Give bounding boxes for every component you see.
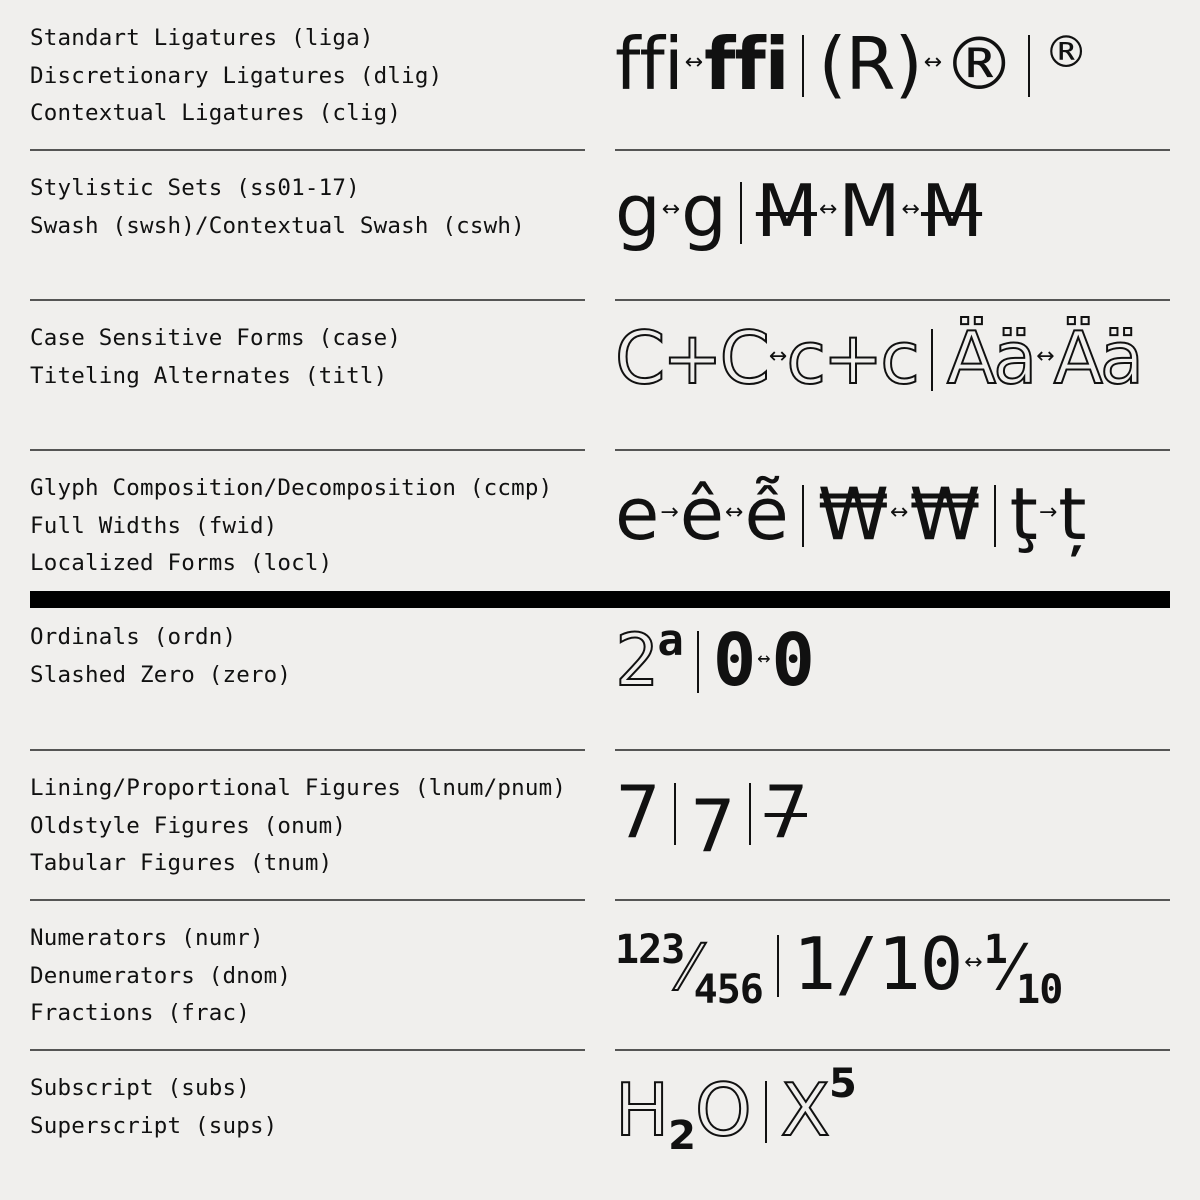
fractions-demo xyxy=(615,922,1063,1013)
arrow-icon: ↔ xyxy=(964,950,982,976)
divider-line xyxy=(615,449,1170,451)
feature-label: Superscript (sups) xyxy=(30,1112,278,1139)
feature-label: Tabular Figures (tnum) xyxy=(30,850,333,876)
arrow-icon: ↔ xyxy=(757,646,770,672)
divider xyxy=(1028,35,1030,97)
feature-label: Subscript (subs) xyxy=(30,1075,250,1101)
arrow-icon: ↔ xyxy=(1036,344,1052,370)
numerator: 123 xyxy=(615,927,685,973)
feature-label: Ordinals (ordn) xyxy=(30,624,237,650)
arrow-icon: ↔ xyxy=(725,500,743,526)
feature-label: Slashed Zero (zero) xyxy=(30,661,292,688)
feature-label: Numerators (numr) xyxy=(30,925,264,951)
case-demo xyxy=(615,316,1141,400)
ordinals-demo xyxy=(615,615,814,702)
divider xyxy=(777,935,779,997)
glyph-sample: C+C xyxy=(615,316,767,400)
glyph-sample: H xyxy=(615,1068,669,1152)
glyph-sample: 7 xyxy=(764,770,807,854)
glyph-sample: 1/10 xyxy=(792,922,963,1006)
feature-label: Oldstyle Figures (onum) xyxy=(30,812,347,839)
glyph-sample: a xyxy=(657,615,683,666)
glyph-sample: Ää xyxy=(1053,316,1141,400)
feature-label: Swash (swsh)/Contextual Swash (cswh) xyxy=(30,212,525,239)
stylistic-demo xyxy=(615,169,983,253)
feature-label: Standart Ligatures (liga) xyxy=(30,25,374,51)
glyph-sample: ţ xyxy=(1009,472,1037,556)
feature-label: Full Widths (fwid) xyxy=(30,512,278,539)
arrow-icon: ↔ xyxy=(889,500,908,526)
divider xyxy=(931,329,933,391)
glyph-sample: X xyxy=(780,1068,829,1152)
composition-demo xyxy=(615,472,1086,556)
feature-label: Fractions (frac) xyxy=(30,1000,250,1026)
feature-label: Case Sensitive Forms (case) xyxy=(30,325,402,351)
glyph-sample: 0 xyxy=(712,618,756,702)
glyph-sample: ® xyxy=(943,22,1015,106)
divider-line xyxy=(30,899,585,901)
glyph-sample: e xyxy=(615,472,659,556)
divider xyxy=(802,485,804,547)
ligatures-demo xyxy=(615,22,1088,106)
glyph-sample: 7 xyxy=(615,770,660,854)
arrow-icon: ↔ xyxy=(901,197,919,223)
divider-line xyxy=(615,149,1170,151)
feature-label: Lining/Proportional Figures (lnum/pnum) xyxy=(30,775,567,801)
glyph-sample: ₩ xyxy=(817,472,888,556)
divider xyxy=(749,783,751,845)
glyph-sample: ț xyxy=(1058,472,1086,556)
glyph-sample: ₩ xyxy=(909,472,980,556)
divider-line xyxy=(30,149,585,151)
figures-demo xyxy=(615,770,807,868)
divider xyxy=(994,485,996,547)
arrow-icon: ↔ xyxy=(923,50,942,76)
feature-label: Denumerators (dnom) xyxy=(30,962,292,989)
divider xyxy=(697,631,699,693)
divider-line xyxy=(30,449,585,451)
superscript: 5 xyxy=(828,1061,856,1107)
divider xyxy=(802,35,804,97)
glyph-sample: ffi xyxy=(615,22,683,106)
divider-line xyxy=(30,1049,585,1051)
arrow-icon: → xyxy=(1038,500,1057,526)
glyph-sample: M xyxy=(838,169,900,253)
divider-line xyxy=(615,299,1170,301)
arrow-icon: ↔ xyxy=(661,197,680,223)
glyph-sample: Ää xyxy=(946,316,1035,400)
glyph-sample: M xyxy=(755,169,817,253)
divider-line xyxy=(30,749,585,751)
glyph-sample: 0 xyxy=(771,618,814,702)
divider xyxy=(740,182,742,244)
glyph-sample: g xyxy=(681,169,726,253)
thick-divider xyxy=(30,591,1170,608)
glyph-sample: M xyxy=(920,169,983,253)
divider-line xyxy=(30,299,585,301)
feature-label: Localized Forms (locl) xyxy=(30,550,333,576)
glyph-sample: (R) xyxy=(818,22,922,106)
glyph-sample: 2 xyxy=(615,618,658,702)
glyph-sample: ê xyxy=(679,472,724,556)
feature-label: Glyph Composition/Decomposition (ccmp) xyxy=(30,475,553,501)
glyph-sample: ễ xyxy=(744,472,788,556)
glyph-sample: ffi xyxy=(704,22,789,106)
fraction-slash: ⁄ xyxy=(684,931,694,1004)
divider-line xyxy=(615,749,1170,751)
glyph-sample: g xyxy=(615,169,660,253)
feature-label: Contextual Ligatures (clig) xyxy=(30,100,402,126)
arrow-icon: ↔ xyxy=(818,197,837,223)
denominator: 456 xyxy=(693,967,763,1013)
numerator: 1 xyxy=(983,927,1007,973)
divider xyxy=(765,1081,767,1143)
glyph-sample: 7 xyxy=(689,784,735,868)
divider-line xyxy=(615,899,1170,901)
feature-label: Discretionary Ligatures (dlig) xyxy=(30,62,443,89)
arrow-icon: → xyxy=(660,500,678,526)
feature-label: Titeling Alternates (titl) xyxy=(30,362,388,389)
feature-label: Stylistic Sets (ss01-17) xyxy=(30,175,360,201)
arrow-icon: ↔ xyxy=(684,50,703,76)
fraction-slash: ⁄ xyxy=(1006,931,1017,1004)
glyph-sample: c+c xyxy=(786,316,917,400)
divider-line xyxy=(615,1049,1170,1051)
arrow-icon: ↔ xyxy=(768,344,785,370)
divider xyxy=(674,783,676,845)
subscript: 2 xyxy=(668,1113,695,1159)
glyph-sample: O xyxy=(694,1068,751,1152)
sub-sup-demo xyxy=(615,1061,856,1159)
denominator: 10 xyxy=(1016,967,1063,1013)
glyph-sample: ® xyxy=(1044,27,1088,78)
